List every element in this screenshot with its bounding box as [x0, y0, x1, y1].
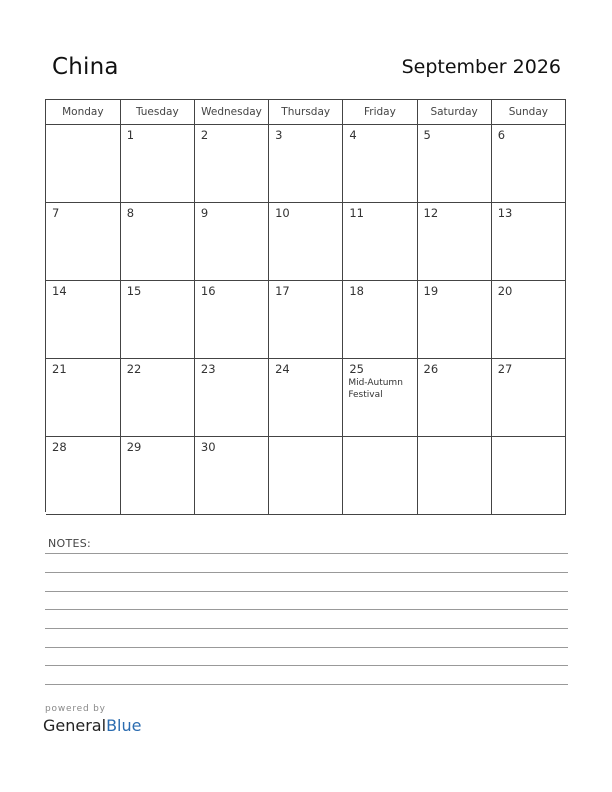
day-number: 4	[349, 128, 357, 142]
day-cell	[491, 125, 565, 203]
notes-line	[45, 665, 568, 666]
notes-line	[45, 591, 568, 592]
day-number	[343, 437, 416, 440]
day-number: 1	[126, 128, 135, 142]
notes-line	[45, 628, 568, 629]
day-cell	[417, 203, 491, 281]
day-number: 7	[52, 206, 60, 220]
day-cell	[194, 203, 268, 281]
day-cell	[269, 203, 343, 281]
weekday-saturday: Saturday	[417, 100, 491, 125]
day-cell	[46, 125, 120, 203]
day-number	[418, 437, 491, 440]
day-number: 3	[275, 128, 283, 142]
day-cell	[194, 125, 268, 203]
day-number: 26	[423, 362, 439, 376]
day-cell	[343, 437, 417, 515]
day-cell	[343, 125, 417, 203]
day-number: 28	[52, 440, 67, 454]
day-number: 20	[497, 284, 513, 298]
day-number: 14	[52, 284, 67, 298]
powered-by-text: powered by	[45, 704, 106, 714]
day-number: 21	[52, 362, 67, 376]
weekday-wednesday: Wednesday	[194, 100, 268, 125]
day-cell	[46, 203, 120, 281]
day-number: 18	[349, 284, 364, 298]
calendar-country: China	[52, 54, 119, 80]
notes-line	[45, 609, 568, 610]
calendar-month: September 2026	[401, 56, 561, 78]
day-cell	[120, 437, 194, 515]
day-cell	[491, 281, 565, 359]
day-cell	[194, 359, 268, 437]
day-cell	[417, 281, 491, 359]
weekday-monday: Monday	[46, 100, 120, 125]
calendar-grid	[45, 99, 566, 512]
day-cell	[120, 203, 194, 281]
day-number: 11	[349, 206, 364, 220]
day-number	[492, 437, 565, 440]
day-cell	[417, 437, 491, 515]
week-row	[46, 359, 566, 437]
day-number: 30	[200, 440, 216, 454]
day-cell	[269, 437, 343, 515]
day-cell	[120, 125, 194, 203]
day-number: 5	[423, 128, 431, 142]
day-number: 16	[200, 284, 216, 298]
notes-line	[45, 647, 568, 648]
day-number: 23	[200, 362, 216, 376]
day-cell	[120, 281, 194, 359]
weekday-sunday: Sunday	[491, 100, 565, 125]
day-cell	[417, 359, 491, 437]
generalblue-logo	[43, 716, 141, 735]
day-cell	[46, 437, 120, 515]
notes-line	[45, 684, 568, 685]
day-number: 10	[275, 206, 290, 220]
notes-line	[45, 572, 568, 573]
day-number: 22	[126, 362, 142, 376]
day-number: 12	[423, 206, 439, 220]
week-row	[46, 437, 566, 515]
brand-blue: Blue	[106, 716, 142, 735]
day-number: 17	[275, 284, 290, 298]
week-row	[46, 203, 566, 281]
day-cell	[194, 281, 268, 359]
week-row	[46, 281, 566, 359]
notes-label: NOTES:	[48, 537, 92, 550]
weekday-tuesday: Tuesday	[120, 100, 194, 125]
day-cell	[120, 359, 194, 437]
day-number: 24	[275, 362, 290, 376]
weekday-header-row	[46, 100, 566, 125]
weekday-thursday: Thursday	[269, 100, 343, 125]
notes-line	[45, 553, 568, 554]
day-number: 25	[349, 362, 364, 376]
day-number: 19	[423, 284, 439, 298]
day-cell	[46, 359, 120, 437]
day-number	[269, 437, 342, 440]
day-cell	[269, 125, 343, 203]
day-cell	[46, 281, 120, 359]
day-cell	[417, 125, 491, 203]
day-cell	[343, 359, 417, 437]
week-row	[46, 125, 566, 203]
day-cell	[491, 203, 565, 281]
holiday-label: Mid-Autumn Festival	[348, 378, 403, 400]
day-cell	[194, 437, 268, 515]
day-number: 27	[497, 362, 513, 376]
day-cell	[343, 203, 417, 281]
day-number: 9	[200, 206, 209, 220]
day-cell	[491, 359, 565, 437]
day-number: 29	[126, 440, 142, 454]
day-cell	[491, 437, 565, 515]
brand-general: General	[43, 716, 107, 735]
day-number: 13	[497, 206, 513, 220]
day-cell	[269, 359, 343, 437]
day-number: 15	[126, 284, 142, 298]
day-number	[46, 125, 120, 128]
day-number: 2	[200, 128, 209, 142]
day-number: 8	[126, 206, 135, 220]
weekday-friday: Friday	[343, 100, 417, 125]
day-cell	[343, 281, 417, 359]
day-number: 6	[497, 128, 506, 142]
day-cell	[269, 281, 343, 359]
